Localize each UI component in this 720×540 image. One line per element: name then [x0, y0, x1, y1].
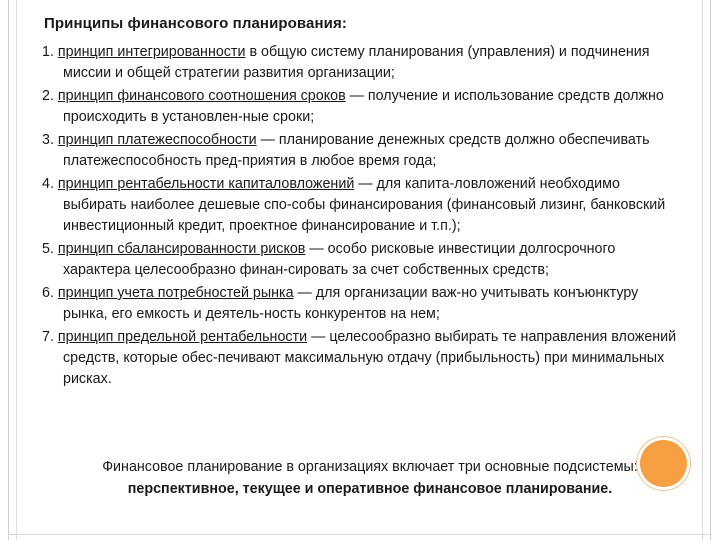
principle-number: 2.: [42, 88, 54, 104]
principle-name-link[interactable]: принцип финансового соотношения сроков: [57, 88, 346, 104]
principle-description: — планирование денежных средств должно обеспечивать платежеспособность пред-приятия в любое время года;: [63, 132, 650, 169]
page-title: Принципы финансового планирования:: [44, 15, 347, 32]
principle-number: 4.: [42, 176, 54, 192]
principle-name-link[interactable]: принцип учета потребностей рынка: [57, 285, 294, 301]
principle-item-5: [42, 239, 682, 281]
principle-item-7: [42, 327, 682, 390]
principles-list: [42, 42, 682, 392]
principle-item-3: [42, 130, 682, 172]
principle-number: 7.: [42, 329, 54, 345]
principle-description: — получение и использование средств должно происходить в установлен-ные сроки;: [63, 88, 664, 125]
left-border-line-outer: [8, 0, 9, 540]
principle-number: 6.: [42, 285, 54, 301]
principle-item-6: [42, 283, 682, 325]
principle-item-2: [42, 86, 682, 128]
right-border-line-inner: [702, 0, 703, 540]
decorative-circle-icon: [640, 440, 687, 487]
principle-name-link[interactable]: принцип сбалансированности рисков: [57, 241, 306, 257]
summary-intro: Финансовое планирование в организациях включает три основные подсистемы:: [102, 459, 638, 475]
principle-description: в общую систему планирования (управления) и подчинения миссии и общей стратегии развития организации;: [63, 44, 650, 81]
principle-name-link[interactable]: принцип интегрированности: [57, 44, 246, 60]
principle-description: — целесообразно выбирать те направления вложений средств, которые обес-печивают максимальную отдачу (прибыльность) при минимальных рисках.: [63, 329, 677, 387]
summary-paragraph: [50, 456, 690, 500]
principle-description: — для организации важ-но учитывать конъюнктуру рынка, его емкость и деятель-ность конкурентов на нем;: [63, 285, 639, 322]
principle-name-link[interactable]: принцип рентабельности капиталовложений: [57, 176, 355, 192]
principle-item-1: [42, 42, 682, 84]
principle-number: 3.: [42, 132, 54, 148]
principle-description: — особо рисковые инвестиции долгосрочного характера целесообразно финан-сировать за счет собственных средств;: [63, 241, 616, 278]
principle-name-link[interactable]: принцип предельной рентабельности: [57, 329, 308, 345]
summary-subsystems: перспективное, текущее и оперативное финансовое планирование: [127, 481, 609, 497]
summary-end: .: [608, 481, 613, 497]
principle-item-4: [42, 174, 682, 237]
principle-number: 1.: [42, 44, 54, 60]
content-area: [28, 0, 688, 540]
right-border-line-outer: [710, 0, 711, 540]
principle-description: — для капита-ловложений необходимо выбирать наиболее дешевые спо-собы финансирования (финансовый лизинг, банковский инвестиционный кредит, проектное финансирование и т.п.);: [63, 176, 666, 234]
principle-name-link[interactable]: принцип платежеспособности: [57, 132, 257, 148]
left-border-line-inner: [16, 0, 17, 540]
principle-number: 5.: [42, 241, 54, 257]
